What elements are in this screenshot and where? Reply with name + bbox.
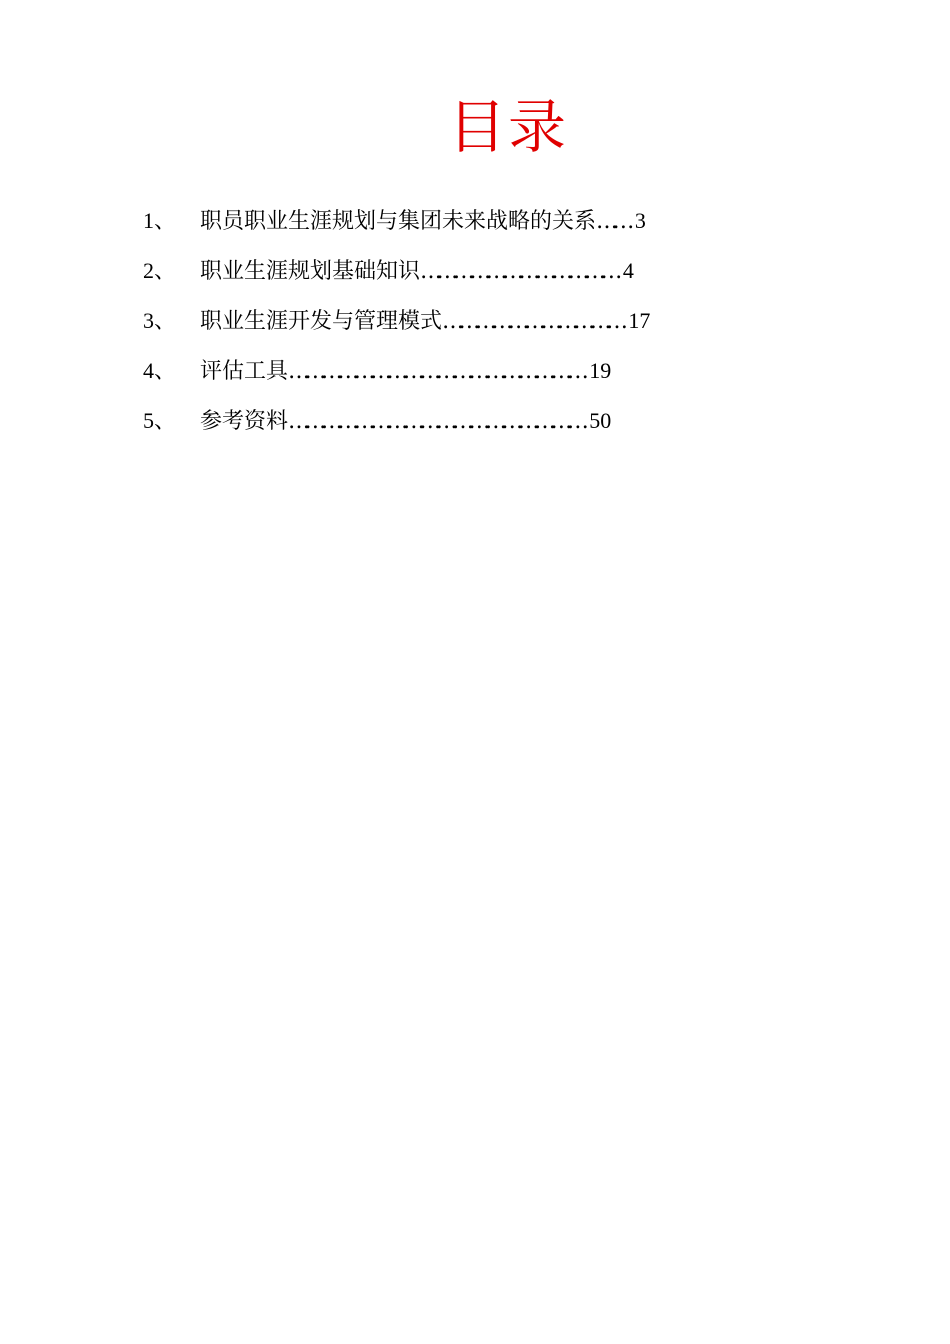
- toc-entry-leader: ……………………………: [442, 309, 623, 334]
- toc-entry-line: [200, 402, 611, 441]
- toc-entry-line: [200, 352, 611, 391]
- toc-entry-number: 1、: [143, 208, 177, 233]
- toc-entry-page-number: 3: [634, 208, 646, 233]
- toc-entry-number: 5、: [143, 408, 177, 433]
- toc-entry-leader: ………………………………: [420, 259, 617, 284]
- toc-entry-number: 4、: [143, 358, 177, 383]
- toc-entry-title: 评估工具: [200, 359, 289, 384]
- toc-entry-title: 职员职业生涯规划与集团未来战略的关系: [200, 209, 597, 234]
- toc-entry-number: 3、: [143, 308, 177, 333]
- toc-entry-page-number: 17: [628, 308, 651, 333]
- toc-entry[interactable]: [143, 202, 743, 252]
- toc-entry-page-number: 19: [589, 358, 612, 383]
- toc-entry-leader: ………………………………………………: [288, 359, 584, 384]
- toc-entry-line: [200, 202, 646, 241]
- toc-entry-number: 2、: [143, 258, 177, 283]
- toc-entry-page-number: 50: [589, 408, 612, 433]
- toc-entry-title: 职业生涯规划基础知识: [200, 259, 421, 284]
- toc-entry-line: [200, 252, 634, 291]
- toc-entry[interactable]: [143, 402, 743, 452]
- toc-entry-page-number: 4: [622, 258, 634, 283]
- toc-entry-title: 职业生涯开发与管理模式: [200, 309, 443, 334]
- toc-entry-leader: ………………………………………………: [288, 409, 584, 434]
- toc-entry[interactable]: [143, 302, 743, 352]
- toc-entry-line: [200, 302, 650, 341]
- toc-entry[interactable]: [143, 352, 743, 402]
- toc-entry-title: 参考资料: [200, 409, 289, 434]
- toc-entry[interactable]: [143, 252, 743, 302]
- toc-title: 目录: [447, 93, 568, 161]
- toc-entry-leader: ……: [596, 209, 629, 234]
- toc-list: [143, 202, 743, 452]
